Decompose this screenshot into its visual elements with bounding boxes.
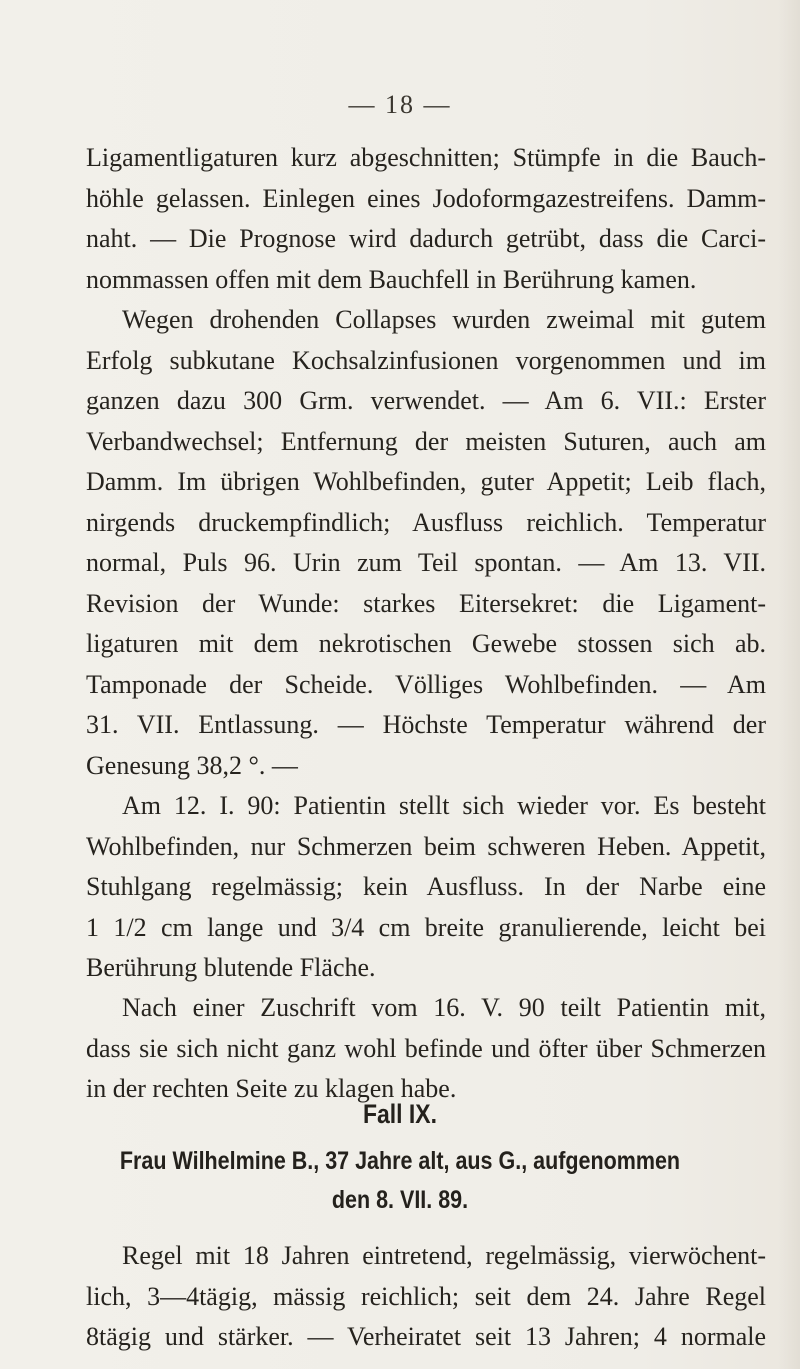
page-edge-shadow — [778, 0, 800, 1369]
text-line: Berührung blutende Fläche. — [86, 953, 376, 982]
text-line: höhle gelassen. Einlegen eines Jodoformgazestreifens. Damm- — [86, 183, 766, 213]
text-line: Damm. Im übrigen Wohlbefinden, guter Appetit; Leib flach, — [86, 467, 766, 496]
text-line: lich, 3—4tägig, mässig reichlich; seit dem 24. Jahre Regel — [86, 1281, 766, 1311]
text-line: Erfolg subkutane Kochsalzinfusionen vorgenommen und im — [86, 345, 766, 375]
case-subheading-line-2: den 8. VII. 89. — [331, 1186, 469, 1214]
text-line: Verbandwechsel; Entfernung der meisten Suturen, auch am — [86, 426, 766, 456]
paragraph-2 — [86, 300, 766, 786]
text-line: Wegen drohenden Collapses wurden zweimal mit gutem — [122, 305, 766, 334]
text-line: 31. VII. Entlassung. — Höchste Temperatur während der — [86, 710, 766, 739]
text-line: Nach einer Zuschrift vom 16. V. 90 teilt Patientin mit, — [122, 993, 766, 1022]
paragraph-3 — [86, 786, 766, 989]
text-line: Wohlbefinden, nur Schmerzen beim schweren Heben. Appetit, — [86, 831, 766, 861]
text-line: Stuhlgang regelmässig; kein Ausfluss. In der Narbe eine — [86, 872, 766, 901]
case-heading: Fall IX. — [363, 1099, 437, 1129]
text-line: 1 1/2 cm lange und 3/4 cm breite granulierende, leicht bei — [86, 912, 766, 942]
text-line: Genesung 38,2 °. — — [86, 750, 298, 780]
text-line: normal, Puls 96. Urin zum Teil spontan. — Am 13. VII. — [86, 548, 766, 577]
text-line: nommassen offen mit dem Bauchfell in Berührung kamen. — [86, 264, 697, 294]
text-line: nirgends druckempfindlich; Ausfluss reichlich. Temperatur — [86, 507, 766, 537]
text-line: in der rechten Seite zu klagen habe. — [86, 1074, 457, 1103]
text-line: Tamponade der Scheide. Völliges Wohlbefinden. — Am — [86, 669, 766, 699]
text-line: ganzen dazu 300 Grm. verwendet. — Am 6. VII.: Erster — [86, 386, 766, 415]
text-line: Regel mit 18 Jahren eintretend, regelmässig, vierwöchent- — [122, 1241, 766, 1270]
text-line: Ligamentligaturen kurz abgeschnitten; Stümpfe in die Bauch- — [86, 143, 766, 172]
text-line: Am 12. I. 90: Patientin stellt sich wieder vor. Es besteht — [122, 791, 766, 820]
text-line: 8tägig und stärker. — Verheiratet seit 13 Jahren; 4 normale — [86, 1322, 766, 1351]
case-subheading-line-1: Frau Wilhelmine B., 37 Jahre alt, aus G., aufgenommen — [119, 1147, 681, 1175]
text-line: naht. — Die Prognose wird dadurch getrübt, dass die Carci- — [86, 224, 766, 253]
page-number: — 18 — — [348, 90, 452, 119]
paragraph-4 — [86, 988, 766, 1110]
paragraph-1 — [86, 138, 766, 300]
text-line: dass sie sich nicht ganz wohl befinde und öfter über Schmerzen — [86, 1033, 766, 1063]
text-line: ligaturen mit dem nekrotischen Gewebe stossen sich ab. — [86, 629, 766, 658]
text-line: Revision der Wunde: starkes Eitersekret: die Ligament- — [86, 588, 766, 618]
paragraph-5 — [86, 1236, 766, 1358]
